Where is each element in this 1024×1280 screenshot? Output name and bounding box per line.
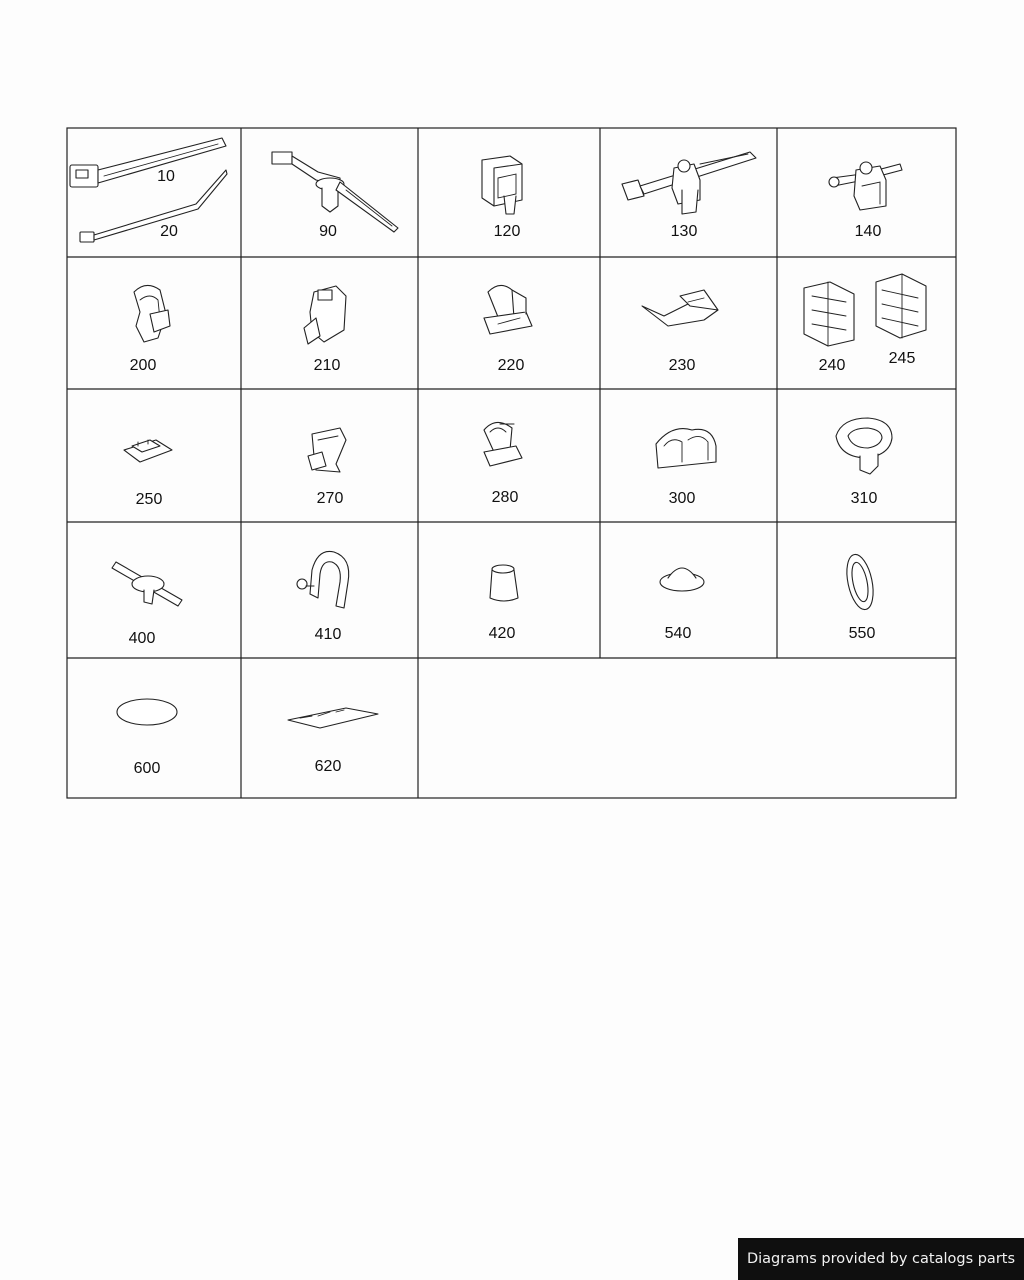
callout-410: 410 <box>314 626 342 643</box>
callout-270: 270 <box>316 490 344 507</box>
callout-140: 140 <box>854 223 882 240</box>
clamp-410-drawing <box>297 551 349 608</box>
callout-200: 200 <box>129 357 157 374</box>
callout-245: 245 <box>888 350 916 367</box>
holder-240-drawing <box>804 282 854 346</box>
pad-600-drawing <box>117 699 177 725</box>
callout-550: 550 <box>848 625 876 642</box>
holder-245-drawing <box>876 274 926 338</box>
tie-mount-400-drawing <box>112 562 182 606</box>
callout-90: 90 <box>319 223 337 240</box>
clip-220-drawing <box>484 285 532 334</box>
edge-clip-tie-130-drawing <box>622 152 756 214</box>
clip-210-drawing <box>304 286 346 344</box>
callout-540: 540 <box>664 625 692 642</box>
callout-230: 230 <box>668 357 696 374</box>
callout-280: 280 <box>491 489 519 506</box>
loop-clip-310-drawing <box>836 418 892 474</box>
plug-540-drawing <box>660 568 704 591</box>
clip-270-drawing <box>308 428 346 472</box>
grommet-550-drawing <box>842 552 877 612</box>
callout-220: 220 <box>497 357 525 374</box>
cable-tie-10-drawing <box>70 138 226 187</box>
callout-120: 120 <box>493 223 521 240</box>
callout-240: 240 <box>818 357 846 374</box>
clip-120-drawing <box>482 156 522 214</box>
callout-400: 400 <box>128 630 156 647</box>
callout-250: 250 <box>135 491 163 508</box>
callout-300: 300 <box>668 490 696 507</box>
holder-300-drawing <box>656 429 716 468</box>
mount-250-drawing <box>124 440 172 462</box>
tie-clip-90-drawing <box>272 152 398 232</box>
callout-620: 620 <box>314 758 342 775</box>
cap-420-drawing <box>490 565 518 601</box>
credit-banner: Diagrams provided by catalogs parts <box>738 1238 1024 1280</box>
bracket-230-drawing <box>642 290 718 326</box>
callout-600: 600 <box>133 760 161 777</box>
clip-280-drawing <box>484 422 522 466</box>
callout-10: 10 <box>157 168 175 185</box>
callout-20: 20 <box>160 223 178 240</box>
pad-620-drawing <box>288 708 378 728</box>
callout-labels <box>129 168 916 777</box>
callout-420: 420 <box>488 625 516 642</box>
callout-310: 310 <box>850 490 878 507</box>
callout-130: 130 <box>670 223 698 240</box>
edge-clip-140-drawing <box>829 162 902 210</box>
callout-210: 210 <box>313 357 341 374</box>
clip-200-drawing <box>134 285 170 342</box>
